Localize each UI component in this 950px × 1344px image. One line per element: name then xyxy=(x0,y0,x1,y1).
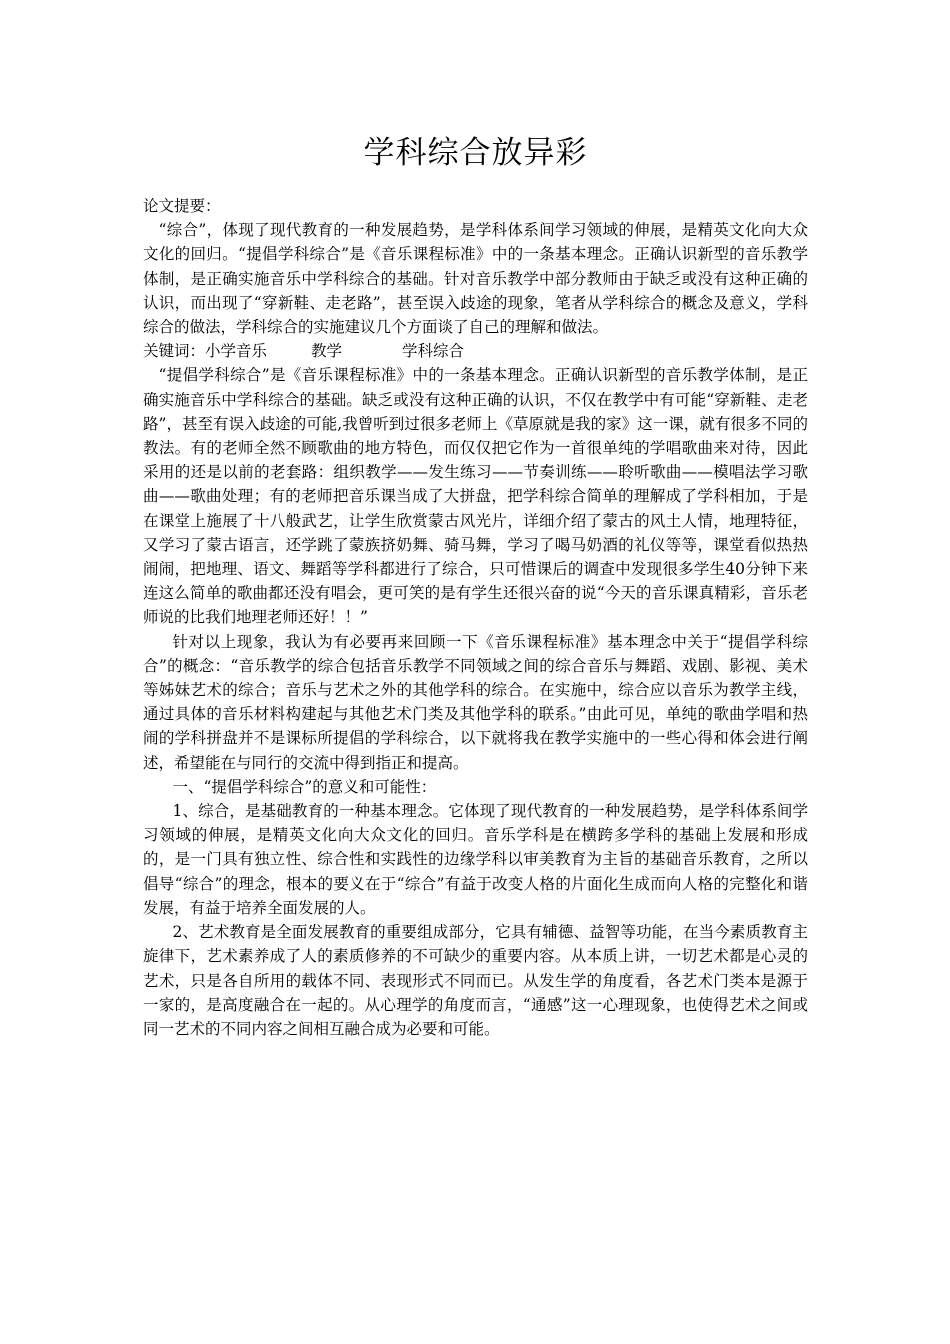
document-page xyxy=(143,0,808,1041)
document-body xyxy=(143,194,808,1041)
keywords-label: 关键词： xyxy=(143,342,206,361)
body-paragraph: “提倡学科综合”是《音乐课程标准》中的一条基本理念。正确认识新型的音乐教学体制，是正确实施音乐中学科综合的基础。缺乏或没有这种正确的认识，不仅在教学中有可能“穿新鞋、走老路”，甚至有误入歧途的可能,我曾听到过很多老师上《草原就是我的家》这一课，就有很多不同的教法。有的老师全然不顾歌曲的地方特色，而仅仅把它作为一首很单纯的学唱歌曲来对待，因此采用的还是以前的老套路：组织教学——发生练习——节奏训练——聆听歌曲——模唱法学习歌曲——歌曲处理；有的老师把音乐课当成了大拼盘，把学科综合简单的理解成了学科相加，于是在课堂上施展了十八般武艺，让学生欣赏蒙古风光片，详细介绍了蒙古的风土人情，地理特征，又学习了蒙古语言，还学跳了蒙族挤奶舞、骑马舞，学习了喝马奶酒的礼仪等等，课堂看似热热闹闹，把地理、语文、舞蹈等学科都进行了综合，只可惜课后的调查中发现很多学生40分钟下来连这么简单的歌曲都还没有唱会，更可笑的是有学生还很兴奋的说“今天的音乐课真精彩，音乐老师说的比我们地理老师还好！！” xyxy=(143,366,808,627)
keyword-item: 小学音乐 xyxy=(205,342,268,361)
keywords-line xyxy=(143,339,808,363)
body-paragraph: 针对以上现象，我认为有必要再来回顾一下《音乐课程标准》基本理念中关于“提倡学科综合”的概念：“音乐教学的综合包括音乐教学不同领域之间的综合音乐与舞蹈、戏剧、影视、美术等姊妹艺术的综合；音乐与艺术之外的其他学科的综合。在实施中，综合应以音乐为教学主线，通过具体的音乐材料构建起与其他艺术门类及其他学科的联系。”由此可见，单纯的歌曲学唱和热闹的学科拼盘并不是课标所提倡的学科综合，以下就将我在教学实施中的一些心得和体会进行阐述，希望能在与同行的交流中得到指正和提高。 xyxy=(143,632,808,772)
abstract-label: 论文提要： xyxy=(143,197,221,215)
keyword-item: 教学 xyxy=(311,342,343,361)
section-paragraph: 2、艺术教育是全面发展教育的重要组成部分，它具有辅德、益智等功能，在当今素质教育主旋律下，艺术素养成了人的素质修养的不可缺少的重要内容。从本质上讲，一切艺术都是心灵的艺术，只是各自所用的载体不同、表现形式不同而已。从发生学的角度看，各艺术门类本是源于一家的，是高度融合在一起的。从心理学的角度而言，“通感”这一心理现象，也使得艺术之间或同一艺术的不同内容之间相互融合成为必要和可能。 xyxy=(143,923,808,1038)
keyword-item: 学科综合 xyxy=(402,342,465,361)
document-title: 学科综合放异彩 xyxy=(363,135,588,171)
section-paragraph: 1、综合，是基础教育的一种基本理念。它体现了现代教育的一种发展趋势，是学科体系间学习领域的伸展，是精英文化向大众文化的回归。音乐学科是在横跨多学科的基础上发展和形成的，是一门具有独立性、综合性和实践性的边缘学科以审美教育为主旨的基础音乐教育，之所以倡导“综合”的理念，根本的要义在于“综合”有益于改变人格的片面化生成而向人格的完整化和谐发展，有益于培养全面发展的人。 xyxy=(143,802,808,917)
section-heading: 一、“提倡学科综合”的意义和可能性： xyxy=(172,777,437,796)
abstract-paragraph: “综合”，体现了现代教育的一种发展趋势，是学科体系间学习领域的伸展，是精英文化向大众文化的回归。“提倡学科综合”是《音乐课程标准》中的一条基本理念。正确认识新型的音乐教学体制，是正确实施音乐中学科综合的基础。针对音乐教学中部分教师由于缺乏或没有这种正确的认识，而出现了“穿新鞋、走老路”，甚至误入歧途的现象，笔者从学科综合的概念及意义，学科综合的做法，学科综合的实施建议几个方面谈了自己的理解和做法。 xyxy=(143,221,808,337)
